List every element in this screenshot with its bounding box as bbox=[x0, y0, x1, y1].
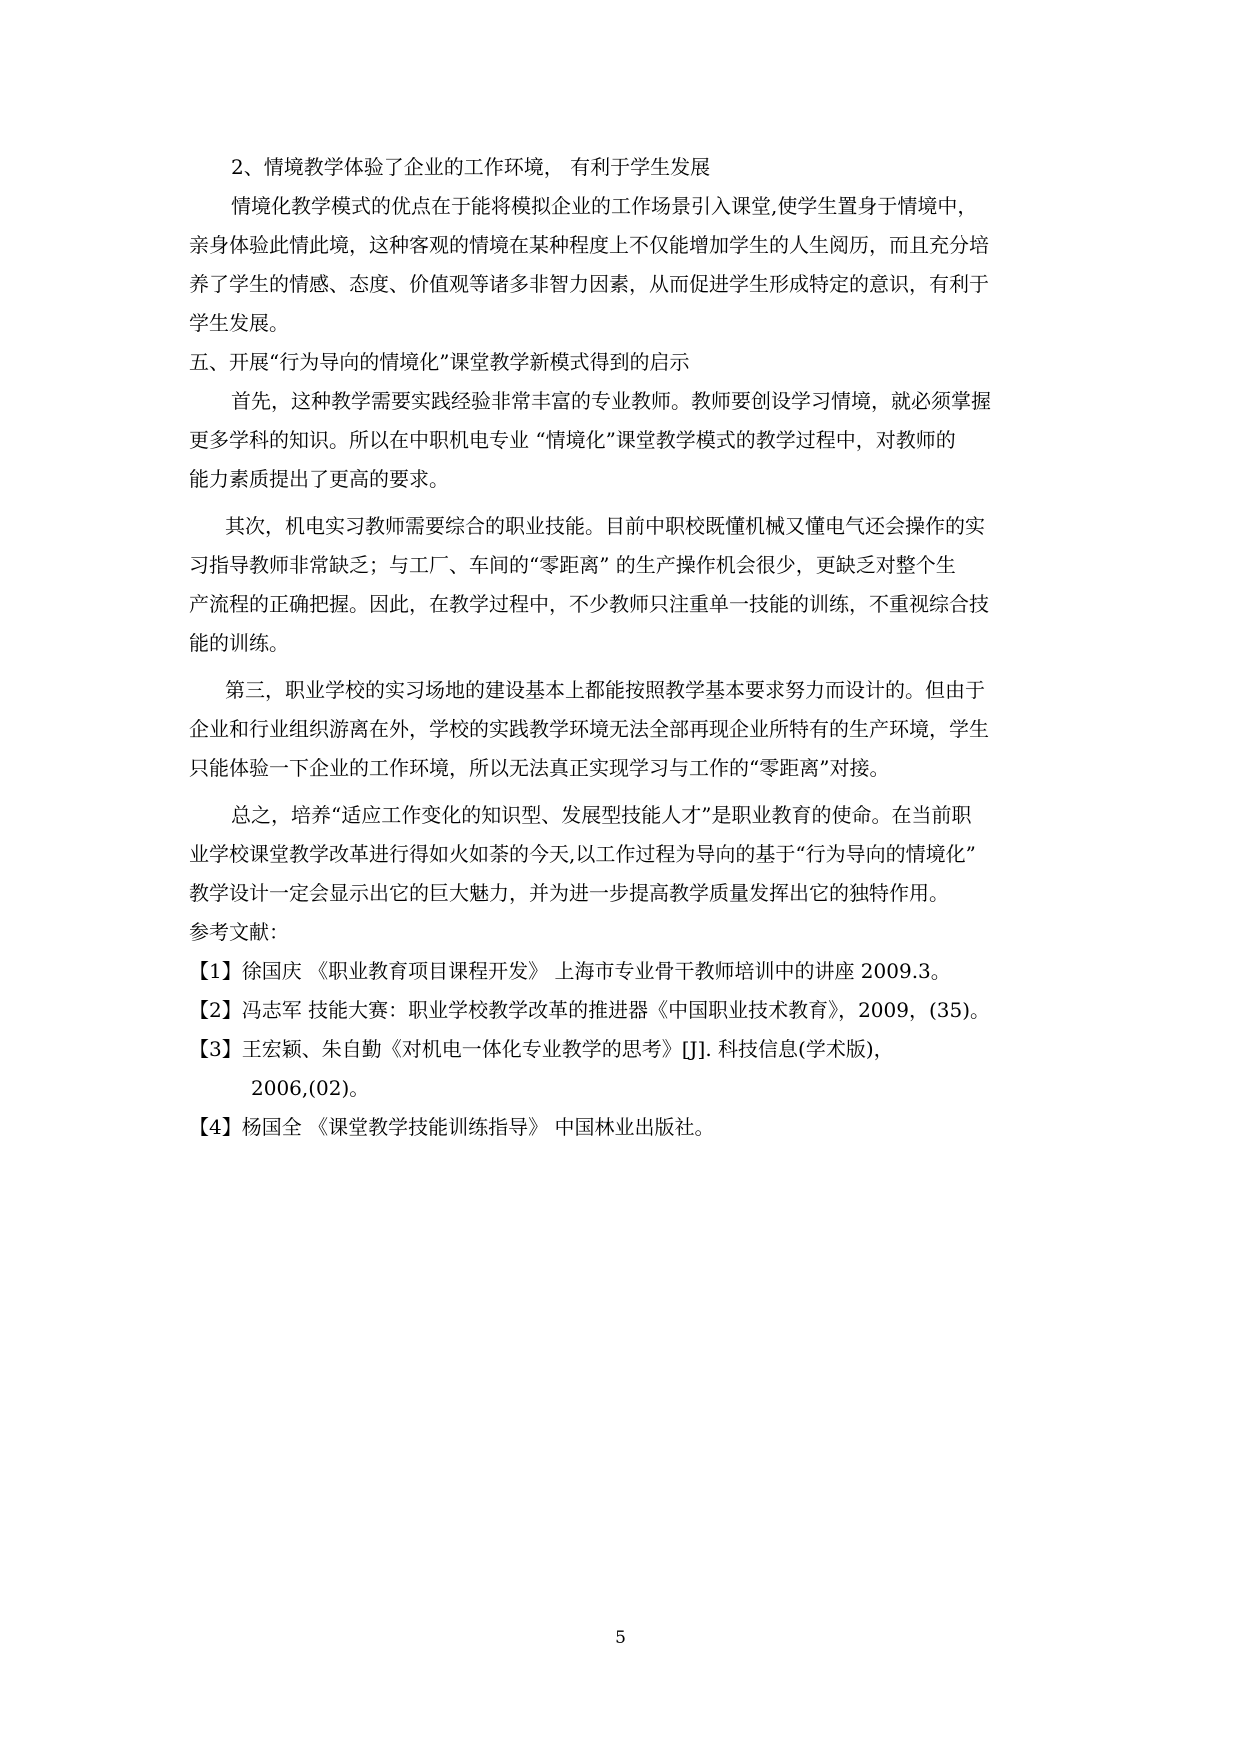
section-subheading: 2、情境教学体验了企业的工作环境， 有利于学生发展 bbox=[231, 155, 711, 179]
paragraph-1 bbox=[189, 187, 1051, 343]
paragraph-line: 业学校课堂教学改革进行得如火如荼的今天,以工作过程为导向的基于“行为导向的情境化” bbox=[189, 842, 976, 866]
paragraph-5 bbox=[189, 796, 1051, 913]
paragraph-line: 情境化教学模式的优点在于能将模拟企业的工作场景引入课堂,使学生置身于情境中， bbox=[231, 194, 978, 218]
paragraph-line: 教学设计一定会显示出它的巨大魅力，并为进一步提高教学质量发挥出它的独特作用。 bbox=[189, 881, 949, 905]
paragraph-line: 亲身体验此情此境，这种客观的情境在某种程度上不仅能增加学生的人生阅历，而且充分培 bbox=[189, 233, 989, 257]
page-body bbox=[189, 148, 1051, 1147]
paragraph-line: 第三，职业学校的实习场地的建设基本上都能按照教学基本要求努力而设计的。但由于 bbox=[225, 678, 985, 702]
paragraph-2 bbox=[189, 382, 1051, 499]
paragraph-line: 产流程的正确把握。因此，在教学过程中，不少教师只注重单一技能的训练，不重视综合技 bbox=[189, 592, 989, 616]
reference-item: 【1】徐国庆 《职业教育项目课程开发》 上海市专业骨干教师培训中的讲座 2009.3。 bbox=[189, 959, 951, 983]
paragraph-line: 能的训练。 bbox=[189, 631, 289, 655]
paragraph-line: 养了学生的情感、态度、价值观等诸多非智力因素，从而促进学生形成特定的意识，有利于 bbox=[189, 272, 989, 296]
reference-item-continuation: 2006,(02)。 bbox=[251, 1076, 370, 1100]
paragraph-line: 首先，这种教学需要实践经验非常丰富的专业教师。教师要创设学习情境，就必须掌握 bbox=[231, 389, 991, 413]
paragraph-line: 只能体验一下企业的工作环境，所以无法真正实现学习与工作的“零距离”对接。 bbox=[189, 756, 890, 780]
paragraph-line: 习指导教师非常缺乏；与工厂、车间的“零距离” 的生产操作机会很少，更缺乏对整个生 bbox=[189, 553, 956, 577]
paragraph-4 bbox=[189, 671, 1051, 788]
reference-item: 【3】王宏颖、朱自勤《对机电一体化专业教学的思考》[J]. 科技信息(学术版)， bbox=[189, 1037, 894, 1061]
reference-item: 【4】杨国全 《课堂教学技能训练指导》 中国林业出版社。 bbox=[189, 1115, 715, 1139]
references-heading: 参考文献： bbox=[189, 920, 289, 944]
section-heading: 五、开展“行为导向的情境化”课堂教学新模式得到的启示 bbox=[189, 350, 690, 374]
paragraph-line: 总之，培养“适应工作变化的知识型、发展型技能人才”是职业教育的使命。在当前职 bbox=[231, 803, 972, 827]
page-number: 5 bbox=[615, 1628, 626, 1648]
paragraph-line: 能力素质提出了更高的要求。 bbox=[189, 467, 449, 491]
paragraph-line: 更多学科的知识。所以在中职机电专业 “情境化”课堂教学模式的教学过程中，对教师的 bbox=[189, 428, 956, 452]
paragraph-line: 其次，机电实习教师需要综合的职业技能。目前中职校既懂机械又懂电气还会操作的实 bbox=[225, 514, 985, 538]
paragraph-line: 企业和行业组织游离在外，学校的实践教学环境无法全部再现企业所特有的生产环境，学生 bbox=[189, 717, 989, 741]
reference-list bbox=[189, 952, 1051, 1147]
paragraph-line: 学生发展。 bbox=[189, 311, 289, 335]
reference-item: 【2】冯志军 技能大赛：职业学校教学改革的推进器《中国职业技术教育》，2009，(35)。 bbox=[189, 998, 991, 1022]
paragraph-3 bbox=[189, 507, 1051, 663]
